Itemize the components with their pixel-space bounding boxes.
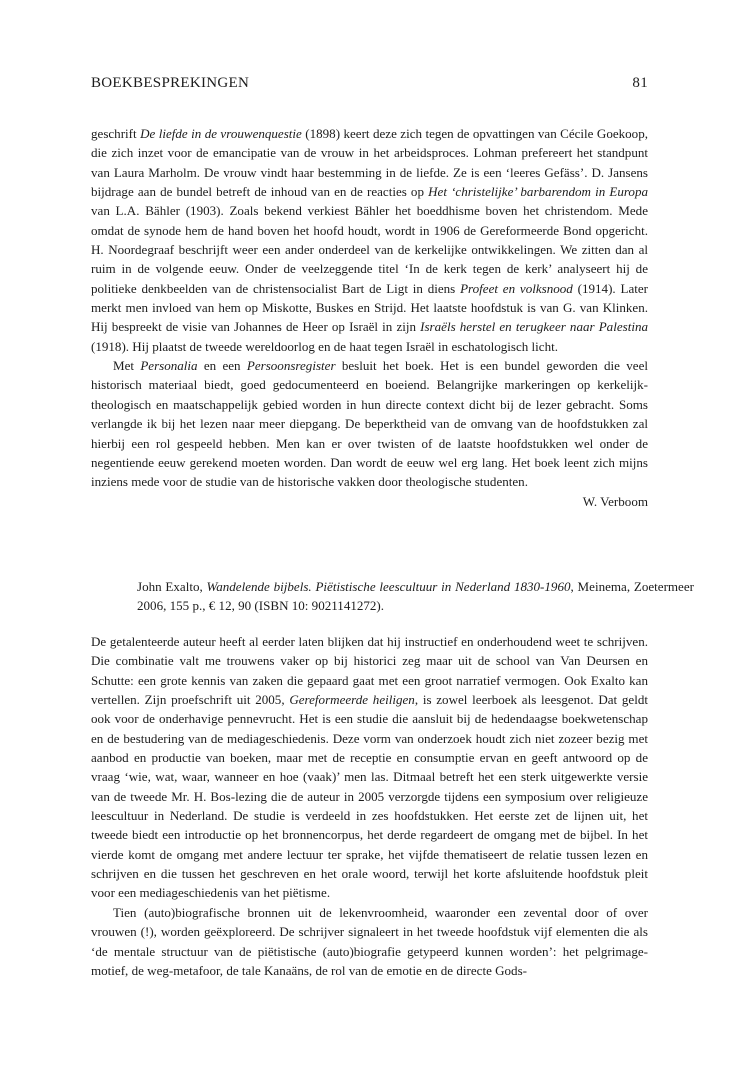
text-run: geschrift: [91, 126, 141, 141]
text-run: (1898) keert deze zich tegen de opvattingen van Cécile Goekoop, die zich inzet voor de emancipatie van de vrouw in het arbeidsproces. Lohman prefereert het standpunt van Laura Marholm. De vrouw vindt haar bestemming in de liefde. Ze is een ‘leeres Gefäss’. D. Jansens bijdrage aan de bundel betreft de inhoud van en de reacties op: [91, 126, 648, 200]
review-exalto: [91, 632, 648, 980]
text-run: Met: [113, 358, 141, 374]
page-number: 81: [632, 75, 648, 91]
italic-title: Personalia: [140, 358, 198, 374]
book-citation: [91, 577, 694, 616]
text-run: John Exalto,: [137, 579, 207, 594]
review2-paragraph-1: [91, 632, 648, 903]
reviewer-signature: W. Verboom: [582, 493, 648, 509]
text-run: (1918). Hij plaatst de tweede wereldoorlog en de haat tegen Israël in eschatologisch licht.: [91, 338, 558, 354]
italic-title: Profeet en volksnood: [460, 280, 573, 296]
text-run: Tien (auto)biografische bronnen uit de lekenvroomheid, waaronder een zevental door of over vrouwen (!), worden geëxploreerd. De schrijver signaleert in het tweede hoofdstuk vijf elementen die als ‘de mentale structuur van de piëtistische (auto)biografie getypeerd kunnen worden’: het pelgrimage-motief, de weg-metafoor, de tale Kanaäns, de rol van de emotie en de directe Gods-: [91, 904, 648, 978]
text-run: De getalenteerde auteur heeft al eerder laten blijken dat hij instructief en onderhoudend weet te schrijven. Die combinatie valt me trouwens vaker op bij historici zeg maar uit de school van Van Deursen en Schutte: een grote kennis van zaken die gepaard gaat met een groot narratief vermogen. Ook Exalto kan vertellen. Zijn proefschrift uit 2005,: [91, 634, 648, 708]
review2-paragraph-2: [91, 903, 648, 980]
text-run: , is zowel leerboek als leesgenot. Dat geldt ook voor de onderhavige pennevrucht. Het is een studie die aansluit bij de hedendaagse boekwetenschap en de bestudering van de mediageschiedenis. Deze vorm van onderzoek houdt zich niet zozeer bezig met aanbod en productie van boeken, maar met de receptie en consumptie ervan en geeft antwoord op de vraag ‘wie, wat, waar, wanneer en hoe (vaak)’ men las. Ditmaal betreft het een sterk uitgewerkte versie van de tweede Mr. H. Bos-lezing die de auteur in 2005 verzorgde tijdens een symposium over religieuze leescultuur in Nederland. De studie is verdeeld in zes hoofdstukken. Het eerste zet de lijnen uit, het tweede biedt een introductie op het bronnencorpus, het derde regardeert de omgang met de bijbel. In het vierde komt de omgang met andere lectuur ter sprake, het vijfde thematiseert de relatie tussen lezen en schrijven en die tussen het geschreven en het orale woord, terwijl het korte afsluitende hoofdstuk pleit voor een mediageschiedenis van het piëtisme.: [91, 692, 648, 901]
review-verboom: [91, 124, 648, 511]
text-run: besluit het boek. Het is een bundel geworden die veel historisch materiaal biedt, goed gedocumenteerd en boeiend. Belangrijke markeringen op kerkelijk-theologisch en maatschappelijk gebied worden in hun directe context dicht bij de lezer gebracht. Soms verlangde ik bij het lezen naar meer diepgang. De beperktheid van de omvang van de hoofdstukken zal hierbij een rol gespeeld hebben. Men kan er over twisten of de laatste hoofdstukken wel onder de negentiende eeuw gerekend moeten worden. Dan wordt de eeuw wel erg lang. Het boek leent zich mijns inziens mede voor de studie van de historische vakken door theologische studenten.: [91, 358, 648, 490]
italic-title: Wandelende bijbels. Piëtistische leescultuur in Nederland 1830-1960: [206, 579, 571, 594]
running-title: BOEKBESPREKINGEN: [91, 75, 250, 91]
italic-title: Gereformeerde heiligen: [289, 692, 415, 708]
italic-title: Het ‘christelijke’ barbarendom in Europa: [428, 184, 648, 200]
text-run: , Meinema, Zoetermeer 2006, 155 p., € 12, 90 (ISBN 10: 9021141272).: [137, 579, 694, 614]
running-header: [91, 75, 648, 92]
italic-title: Israëls herstel en terugkeer naar Palestina: [420, 319, 648, 335]
italic-title: De liefde in de vrouwenquestie: [140, 126, 302, 141]
text-run: en een: [197, 358, 247, 374]
text-run: van L.A. Bähler (1903). Zoals bekend verkiest Bähler het boeddhisme boven het christendom. Mede omdat de synode hem de hand boven het hoofd houdt, wordt in 1906 de Gereformeerde Bond opgericht. H. Noordegraaf beschrijft weer een ander onderdeel van de kerkelijke ontwikkelingen. We zitten dan al ruim in de volgende eeuw. Onder de veelzeggende titel ‘In de kerk tegen de kerk’ analyseert hij de politieke denkbeelden van de christensocialist Bart de Ligt in diens: [91, 203, 648, 296]
italic-title: Persoonsregister: [246, 358, 336, 374]
review1-paragraph-1: [91, 124, 648, 356]
text-run: (1914). Later merkt men invloed van hem op Miskotte, Buskes en Strijd. Het laatste hoofdstuk is van G. van Klinken. Hij bespreekt de visie van Johannes de Heer op Israël in zijn: [91, 280, 649, 335]
review1-paragraph-2: [91, 356, 648, 491]
